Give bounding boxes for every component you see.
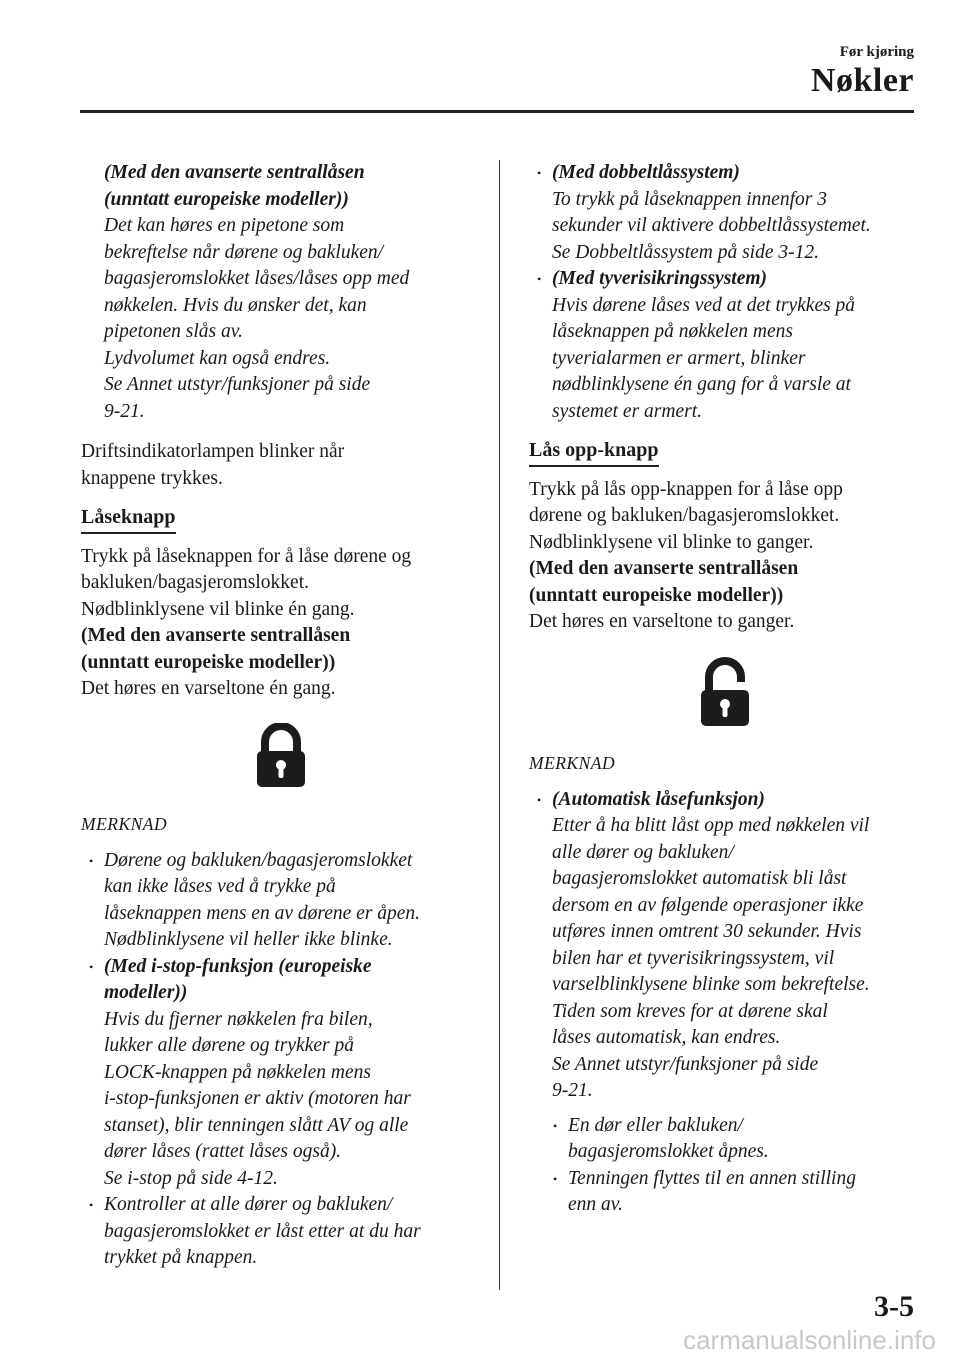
- unlock-icon: [695, 656, 755, 728]
- text-line: Lydvolumet kan også endres.: [104, 347, 331, 369]
- text-line: Driftsindikatorlampen blinker når: [81, 441, 345, 462]
- header-divider: [80, 110, 914, 113]
- note-item: [529, 160, 921, 266]
- text-line: enn av.: [568, 1194, 623, 1215]
- column-divider: [499, 160, 500, 1290]
- text-line: Hvis dørene låses ved at det trykkes på: [552, 294, 856, 316]
- text-line: Se i-stop på side 4-12.: [104, 1167, 278, 1189]
- text-line: • (Automatisk låsefunksjon): [552, 788, 765, 810]
- text-line: • (Med tyverisikringssystem): [552, 268, 768, 289]
- left-column: [81, 160, 481, 1272]
- text-line: pipetonen slås av.: [104, 321, 243, 342]
- text-line: Se Annet utstyr/funksjoner på side: [104, 374, 371, 395]
- text-line: knappene trykkes.: [81, 467, 223, 489]
- unlock-button-paragraph: [529, 477, 921, 636]
- text-line: Hvis du fjerner nøkkelen fra bilen,: [104, 1008, 373, 1030]
- note-item: [81, 1192, 481, 1272]
- text-line: bekreftelse når dørene og bakluken/: [104, 241, 384, 263]
- text-line: • (Med dobbeltlåssystem): [552, 162, 740, 183]
- text-line: låseknappen på nøkkelen mens: [552, 321, 793, 342]
- text-line: Se Dobbeltlåssystem på side 3-12.: [552, 241, 820, 263]
- advanced-locking-note: [81, 160, 481, 425]
- indicator-paragraph: [81, 439, 481, 492]
- text-line: lukker alle dørene og trykker på: [104, 1035, 354, 1056]
- text-line: Nødblinklysene vil blinke én gang.: [81, 598, 355, 620]
- right-column: [529, 160, 921, 1219]
- text-line: (unntatt europeiske modeller)): [529, 584, 784, 606]
- text-line: bakluken/bagasjeromslokket.: [81, 572, 309, 593]
- text-line: nødblinklysene én gang for å varsle at: [552, 374, 851, 395]
- text-line: i-stop-funksjonen er aktiv (motoren har: [104, 1088, 411, 1109]
- text-line: 9-21.: [552, 1080, 593, 1101]
- text-line: Etter å ha blitt låst opp med nøkkelen vil: [552, 815, 870, 836]
- text-line: dører låses (rattet låses også).: [104, 1141, 342, 1162]
- text-line: (unntatt europeiske modeller)): [81, 651, 336, 673]
- text-line: bagasjeromslokket automatisk bli låst: [552, 868, 847, 889]
- text-line: bilen har et tyverisikringssystem, vil: [552, 947, 835, 969]
- text-line: alle dører og bakluken/: [552, 841, 734, 863]
- section-label: Før kjøring: [839, 44, 914, 60]
- text-line: 9-21.: [104, 400, 145, 422]
- text-line: varselblinklysene blinke som bekreftelse.: [552, 974, 870, 995]
- advanced-locking-title-1: (Med den avanserte sentrallåsen: [104, 162, 365, 183]
- lock-symbol: [81, 723, 481, 798]
- text-line: Trykk på lås opp-knappen for å låse opp: [529, 478, 843, 500]
- page-title: Nøkler: [810, 62, 914, 99]
- text-line: • (Med i-stop-funksjon (europeiske: [104, 955, 372, 977]
- text-line: (Med den avanserte sentrallåsen: [529, 558, 799, 579]
- text-line: • Tenningen flyttes til en annen stilling: [568, 1167, 856, 1189]
- page-number: 3-5: [874, 1290, 914, 1323]
- text-line: LOCK-knappen på nøkkelen mens: [104, 1061, 371, 1083]
- text-line: bagasjeromslokket låses/låses opp med: [104, 268, 410, 289]
- watermark: carmanualsonline.info: [683, 1325, 936, 1355]
- text-line: låses automatisk, kan endres.: [552, 1027, 781, 1048]
- text-line: Nødblinklysene vil blinke to ganger.: [529, 531, 814, 553]
- advanced-locking-title-2: (unntatt europeiske modeller)): [104, 188, 349, 210]
- text-line: Det høres en varseltone én gang.: [81, 678, 336, 699]
- text-line: Nødblinklysene vil heller ikke blinke.: [104, 929, 393, 950]
- text-line: tyverialarmen er armert, blinker: [552, 347, 806, 369]
- text-line: stanset), blir tenningen slått AV og alle: [104, 1114, 409, 1136]
- lock-button-paragraph: [81, 544, 481, 703]
- lock-icon: [251, 723, 311, 789]
- text-line: • Dørene og bakluken/bagasjeromslokket: [104, 849, 413, 871]
- unlock-symbol: [529, 656, 921, 737]
- note-label: MERKNAD: [81, 814, 168, 834]
- text-line: To trykk på låseknappen innenfor 3: [552, 188, 827, 210]
- note-label: MERKNAD: [529, 753, 616, 773]
- note-item: [81, 848, 481, 954]
- text-line: • Kontroller at alle dører og bakluken/: [104, 1194, 393, 1215]
- text-line: låseknappen mens en av dørene er åpen.: [104, 902, 421, 924]
- text-line: Trykk på låseknappen for å låse dørene og: [81, 545, 412, 567]
- text-line: trykket på knappen.: [104, 1247, 258, 1268]
- text-line: dørene og bakluken/bagasjeromslokket.: [529, 505, 840, 526]
- text-line: Det høres en varseltone to ganger.: [529, 611, 795, 632]
- text-line: dersom en av følgende operasjoner ikke: [552, 894, 864, 916]
- sub-note-item: [529, 1113, 921, 1166]
- text-line: utføres innen omtrent 30 sekunder. Hvis: [552, 921, 862, 942]
- text-line: Se Annet utstyr/funksjoner på side: [552, 1053, 819, 1075]
- text-line: modeller)): [104, 982, 188, 1003]
- note-item: [81, 954, 481, 1193]
- text-line: bagasjeromslokket er låst etter at du har: [104, 1220, 421, 1242]
- text-line: sekunder vil aktivere dobbeltlåssystemet.: [552, 215, 871, 236]
- text-line: (Med den avanserte sentrallåsen: [81, 625, 351, 646]
- text-line: nøkkelen. Hvis du ønsker det, kan: [104, 294, 367, 316]
- text-line: Tiden som kreves for at dørene skal: [552, 1000, 828, 1022]
- note-item: [529, 266, 921, 425]
- text-line: bagasjeromslokket åpnes.: [568, 1141, 769, 1162]
- lock-button-heading: Låseknapp: [81, 504, 176, 534]
- text-line: • En dør eller bakluken/: [568, 1114, 743, 1136]
- sub-note-item: [529, 1166, 921, 1219]
- unlock-button-heading: Lås opp-knapp: [529, 437, 659, 467]
- text-line: Det kan høres en pipetone som: [104, 215, 345, 236]
- note-item: [529, 787, 921, 1105]
- text-line: kan ikke låses ved å trykke på: [104, 876, 336, 897]
- text-line: systemet er armert.: [552, 400, 703, 422]
